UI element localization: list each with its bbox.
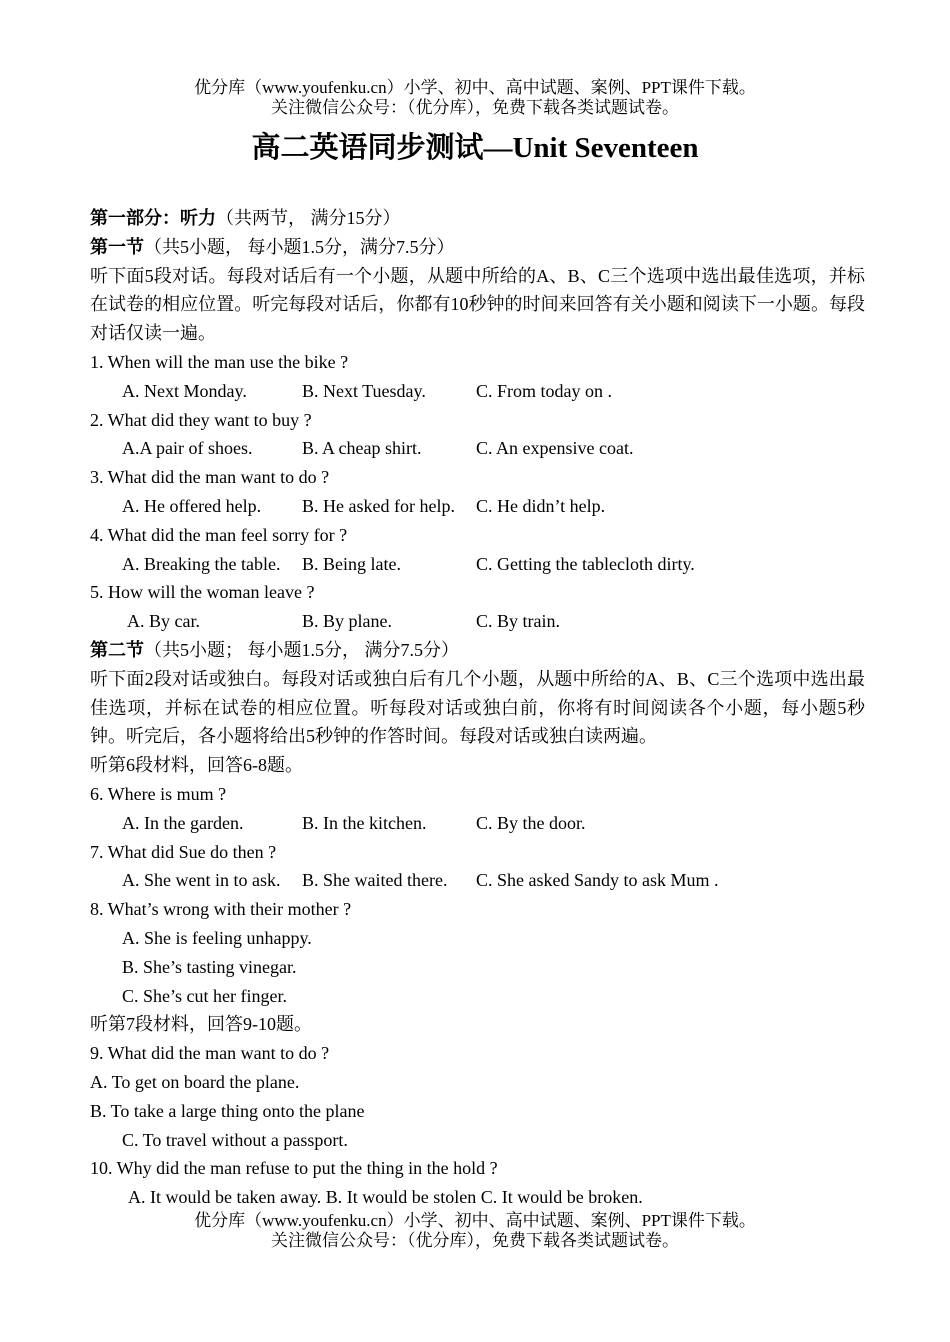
option-c: C. By train. — [476, 611, 560, 632]
option-b: B. By plane. — [302, 611, 392, 632]
option-c: C. From today on . — [476, 380, 613, 401]
section2-title: 第二节 — [90, 639, 144, 660]
footer-line-2: 关注微信公众号：（优分库），免费下载各类试题试卷。 — [271, 1231, 679, 1250]
footer-line-1: 优分库（www.youfenku.cn）小学、初中、高中试题、案例、PPT课件下载。 — [194, 1211, 756, 1230]
material-6-note: 听第6段材料，回答6-8题。 — [90, 755, 303, 776]
option-b: B. Being late. — [302, 553, 401, 574]
option-c: C. An expensive coat. — [476, 438, 634, 459]
document-title: 高二英语同步测试—Unit Seventeen — [251, 132, 699, 164]
option-c: C. To travel without a passport. — [122, 1129, 348, 1150]
question-7: 7. What did Sue do then ? — [90, 841, 277, 862]
option-a: A. Breaking the table. — [122, 553, 281, 574]
option-b: B. She’s tasting vinegar. — [122, 956, 297, 977]
question-8: 8. What’s wrong with their mother ? — [90, 899, 352, 920]
question-6-options — [90, 809, 865, 838]
section2-heading — [90, 636, 865, 665]
section1-instructions: 听下面5段对话。每段对话后有一个小题，从题中所给的A、B、C三个选项中选出最佳选项，并标在试卷的相应位置。听完每段对话后，你都有10秒钟的时间来回答有关小题和阅读下一小题。每段对话仅读一遍。 — [90, 265, 865, 344]
page-footer — [0, 1211, 950, 1251]
option-c: C. He didn’t help. — [476, 495, 606, 516]
page-header — [0, 78, 950, 118]
option-b: B. To take a large thing onto the plane — [90, 1100, 365, 1121]
question-5: 5. How will the woman leave ? — [90, 582, 315, 603]
header-line-2: 关注微信公众号：（优分库），免费下载各类试题试卷。 — [271, 98, 679, 117]
question-10-options: A. It would be taken away. B. It would be stolen C. It would be broken. — [128, 1187, 643, 1208]
section2-instructions: 听下面2段对话或独白。每段对话或独白后有几个小题，从题中所给的A、B、C三个选项中选出最佳选项，并标在试卷的相应位置。听每段对话或独白前，你将有时间阅读各个小题，每小题5秒钟。听完后，各小题将给出5秒钟的作答时间。每段对话或独白读两遍。 — [90, 668, 865, 747]
question-10: 10. Why did the man refuse to put the thing in the hold ? — [90, 1158, 498, 1179]
part1-title: 第一部分：听力 — [90, 208, 216, 228]
option-a: A. Next Monday. — [122, 380, 247, 401]
section1-heading — [90, 233, 865, 262]
option-a: A. She is feeling unhappy. — [122, 927, 312, 948]
option-b: B. Next Tuesday. — [302, 380, 426, 401]
option-a: A. To get on board the plane. — [90, 1071, 300, 1092]
section1-title: 第一节 — [90, 236, 144, 257]
option-b: B. She waited there. — [302, 870, 448, 891]
option-c: C. By the door. — [476, 812, 586, 833]
question-2: 2. What did they want to buy ? — [90, 409, 312, 430]
section2-note: （共5小题； 每小题1.5分， 满分7.5分） — [144, 639, 459, 660]
question-5-options — [90, 607, 865, 636]
option-b: B. He asked for help. — [302, 495, 455, 516]
material-7-note: 听第7段材料，回答9-10题。 — [90, 1014, 312, 1035]
question-3: 3. What did the man want to do ? — [90, 467, 330, 488]
header-line-1: 优分库（www.youfenku.cn）小学、初中、高中试题、案例、PPT课件下载。 — [194, 78, 756, 97]
part1-note: （共两节， 满分15分） — [216, 208, 401, 228]
question-1-options — [90, 377, 865, 406]
option-b: B. A cheap shirt. — [302, 438, 422, 459]
section1-note: （共5小题， 每小题1.5分，满分7.5分） — [144, 236, 455, 257]
question-4: 4. What did the man feel sorry for ? — [90, 524, 348, 545]
option-c: C. She asked Sandy to ask Mum . — [476, 870, 719, 891]
question-6: 6. Where is mum ? — [90, 783, 227, 804]
option-b: B. In the kitchen. — [302, 812, 427, 833]
option-a: A. By car. — [127, 611, 200, 632]
part1-heading — [90, 204, 865, 233]
question-9: 9. What did the man want to do ? — [90, 1043, 330, 1064]
option-c: C. She’s cut her finger. — [122, 985, 287, 1006]
question-7-options — [90, 866, 865, 895]
question-4-options — [90, 550, 865, 579]
option-a: A. In the garden. — [122, 812, 244, 833]
question-2-options — [90, 434, 865, 463]
question-3-options — [90, 492, 865, 521]
option-a: A. He offered help. — [122, 495, 262, 516]
question-1: 1. When will the man use the bike ? — [90, 351, 349, 372]
option-c: C. Getting the tablecloth dirty. — [476, 553, 695, 574]
document-body — [90, 204, 865, 1212]
option-a: A. She went in to ask. — [122, 870, 281, 891]
option-a: A.A pair of shoes. — [122, 438, 253, 459]
